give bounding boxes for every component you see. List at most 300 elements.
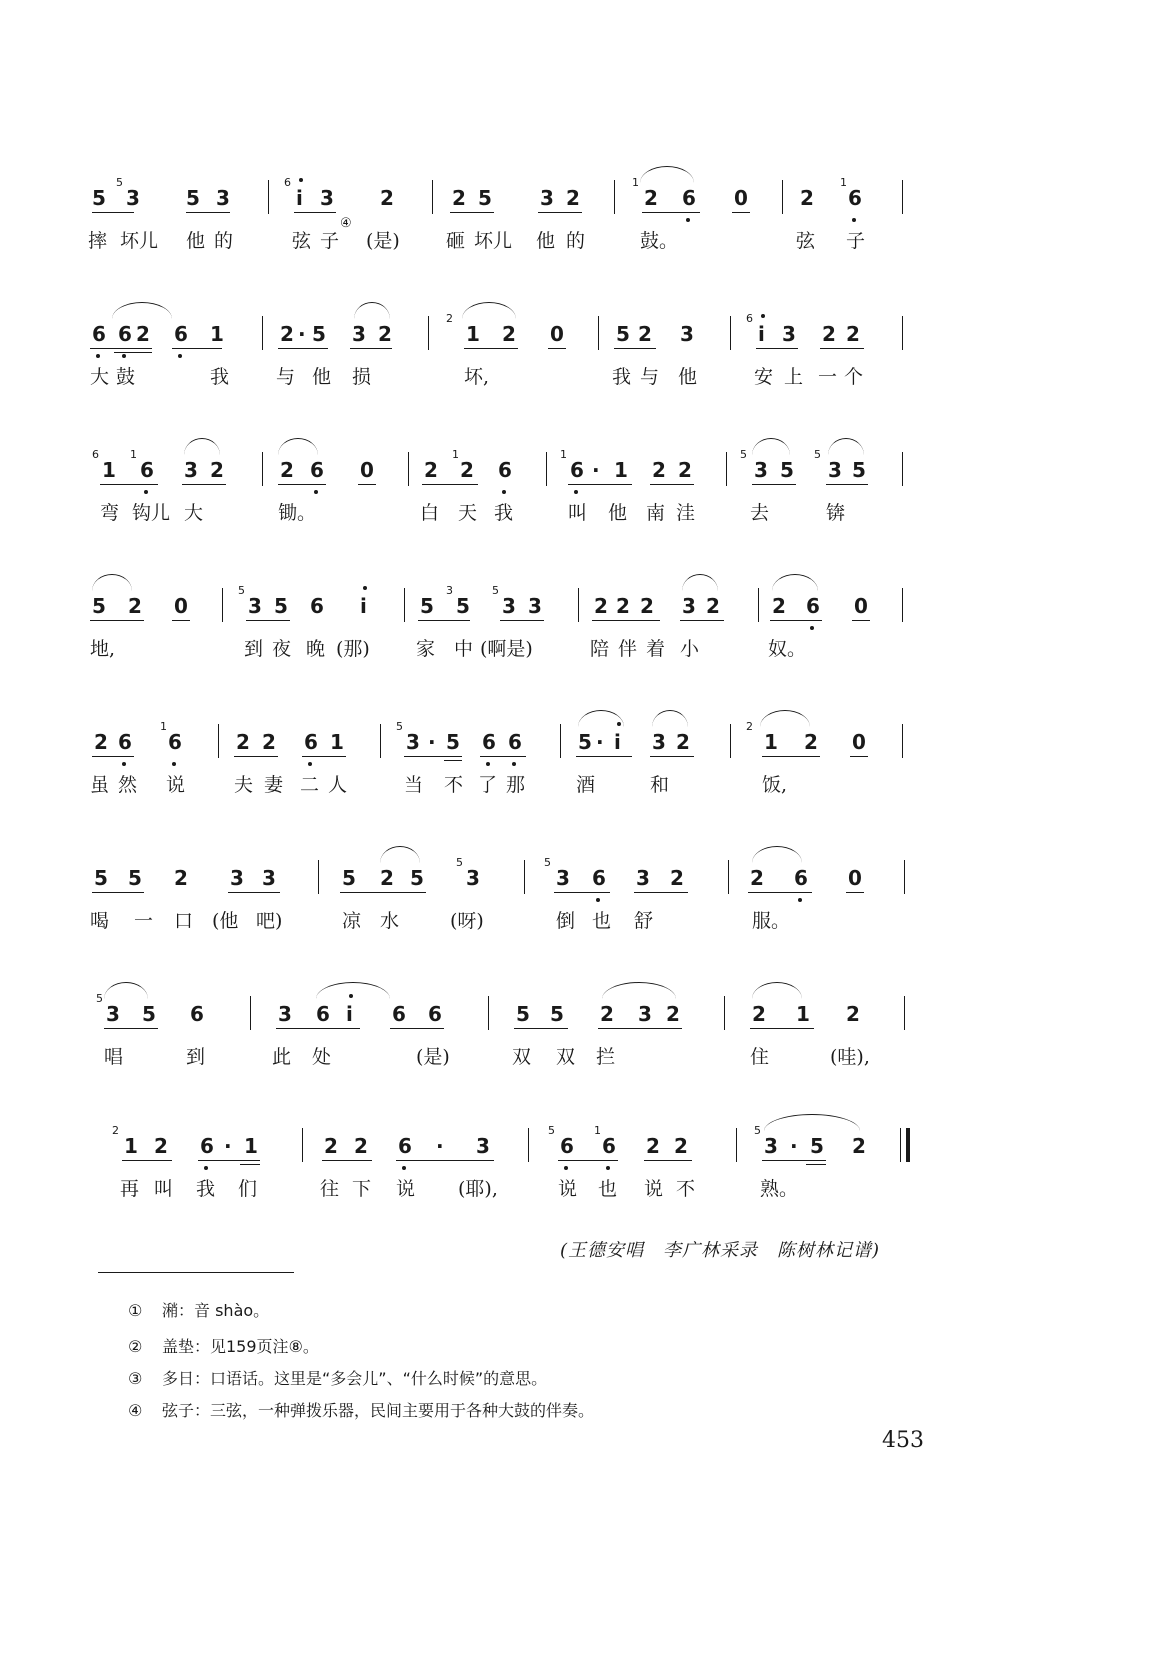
note: 6 [806, 594, 820, 618]
slur [278, 438, 318, 455]
beam-line [592, 620, 660, 621]
octave-dot [574, 490, 578, 494]
beam-line [246, 620, 290, 621]
lyric: 奴。 [768, 638, 807, 660]
lyric: 白 [420, 502, 440, 524]
note: 2 [94, 730, 108, 754]
slur [462, 302, 516, 319]
note: 2 [210, 458, 224, 482]
footnote-text: 盖垫：见159页注⑧。 [162, 1337, 319, 1356]
barline [524, 860, 525, 894]
note: 0 [852, 730, 866, 754]
grace-note: 5 [492, 584, 499, 597]
octave-dot [486, 762, 490, 766]
slur [184, 438, 220, 455]
note: 3 [320, 186, 334, 210]
note: 6 [794, 866, 808, 890]
note: 2 [424, 458, 438, 482]
beam-line [450, 212, 494, 213]
lyric: 锄。 [278, 502, 317, 524]
barline [758, 588, 759, 622]
slur [760, 710, 810, 727]
barline [902, 316, 903, 350]
beam-line [90, 620, 144, 621]
note: 2 [324, 1134, 338, 1158]
beam-line [680, 620, 724, 621]
note: 5 [780, 458, 794, 482]
note: 2 [616, 594, 630, 618]
lyric: 伴 [618, 638, 638, 660]
note: 2 [670, 866, 684, 890]
note: 6 [508, 730, 522, 754]
note: 2 [136, 322, 150, 346]
grace-note: 5 [544, 856, 551, 869]
beam-line [186, 212, 230, 213]
note: 2 [852, 1134, 866, 1158]
octave-dot [299, 178, 303, 182]
beam-line [750, 1028, 814, 1029]
footnote-text: 多日：口语话。这里是“多会儿”、“什么时候”的意思。 [162, 1369, 548, 1388]
beam-line [464, 348, 518, 349]
beam-line [114, 352, 152, 353]
note: i [360, 594, 367, 618]
note: · [592, 458, 600, 482]
note: 3 [352, 322, 366, 346]
note: 3 [502, 594, 516, 618]
note: 5 [94, 866, 108, 890]
lyric: 往 [320, 1178, 340, 1200]
lyric: 坏儿 [474, 230, 513, 252]
barline [268, 180, 269, 214]
lyric: 那 [506, 774, 526, 796]
note: · [298, 322, 306, 346]
beam-line [514, 1028, 568, 1029]
note: 3 [636, 866, 650, 890]
footnote-2 [128, 1334, 319, 1357]
lyric: 家 [416, 638, 436, 660]
note: 5 [516, 1002, 530, 1026]
beam-line [350, 348, 392, 349]
beam-line [642, 212, 700, 213]
note: · [436, 1134, 444, 1158]
note: 6 [92, 322, 106, 346]
lyrics-row [0, 498, 1157, 528]
notes-row [0, 162, 1157, 222]
barline [902, 588, 903, 622]
lyric: 他 [186, 230, 206, 252]
note: 3 [406, 730, 420, 754]
slur [602, 982, 676, 999]
lyric: 服。 [752, 910, 791, 932]
note: · [428, 730, 436, 754]
beam-line [92, 892, 144, 893]
beam-line [806, 1164, 826, 1165]
slur [752, 982, 802, 999]
note: 6 [310, 594, 324, 618]
grace-note: 1 [840, 176, 847, 189]
beam-line [770, 620, 822, 621]
barline [902, 180, 903, 214]
lyric: 凉 [342, 910, 362, 932]
beam-line [276, 1028, 360, 1029]
lyric: 叫 [154, 1178, 174, 1200]
beam-line [234, 756, 278, 757]
note: 3 [466, 866, 480, 890]
lyric: (是) [366, 230, 400, 252]
beam-line [240, 1164, 260, 1165]
octave-dot [204, 1166, 208, 1170]
note: 6 [398, 1134, 412, 1158]
slur [92, 574, 132, 591]
barline [736, 1128, 737, 1162]
octave-dot [144, 490, 148, 494]
lyric: 安 [754, 366, 774, 388]
lyric: 舒 [634, 910, 654, 932]
note: 6 [118, 322, 132, 346]
barline [904, 860, 905, 894]
note: 2 [174, 866, 188, 890]
beam-line [826, 484, 868, 485]
lyric: (啊是) [480, 638, 533, 660]
grace-note: 2 [446, 312, 453, 325]
beam-line [732, 212, 750, 213]
barline [222, 588, 223, 622]
lyric: (耶), [458, 1178, 498, 1200]
barline [408, 452, 409, 486]
lyric: 地, [90, 638, 116, 660]
lyric: 倒 [556, 910, 576, 932]
footnote-1 [128, 1298, 269, 1321]
lyric: (他 [212, 910, 239, 932]
note: 5 [128, 866, 142, 890]
lyric: 双 [556, 1046, 576, 1068]
barline [404, 588, 405, 622]
octave-dot [798, 898, 802, 902]
lyric: 一 [818, 366, 838, 388]
lyric: 着 [646, 638, 666, 660]
note: 2 [752, 1002, 766, 1026]
lyric: 叫 [568, 502, 588, 524]
lyric: 到 [244, 638, 264, 660]
lyric: (呀) [450, 910, 484, 932]
lyric: 他 [536, 230, 556, 252]
grace-note: 5 [740, 448, 747, 461]
slur [682, 574, 718, 591]
note: 5 [616, 322, 630, 346]
grace-note: 6 [92, 448, 99, 461]
barline [724, 996, 725, 1030]
note: 2 [380, 866, 394, 890]
note: 5 [410, 866, 424, 890]
note: i [758, 322, 765, 346]
lyric: 与 [640, 366, 660, 388]
lyric: 说 [396, 1178, 416, 1200]
beam-line [756, 348, 798, 349]
grace-note: 6 [746, 312, 753, 325]
beam-line [644, 1160, 692, 1161]
beam-line [100, 484, 158, 485]
barline [726, 452, 727, 486]
lyric: 我 [196, 1178, 216, 1200]
note: 6 [174, 322, 188, 346]
note: 6 [140, 458, 154, 482]
barline [380, 724, 381, 758]
octave-dot [308, 762, 312, 766]
lyrics-row [0, 362, 1157, 392]
note: 5 [852, 458, 866, 482]
note: 3 [764, 1134, 778, 1158]
lyric: 砸 [446, 230, 466, 252]
note: 3 [278, 1002, 292, 1026]
lyric: 我 [494, 502, 514, 524]
note: 5 [478, 186, 492, 210]
grace-note: 5 [814, 448, 821, 461]
octave-dot [686, 218, 690, 222]
octave-dot [122, 762, 126, 766]
note: 3 [638, 1002, 652, 1026]
lyric: 鼓。 [640, 230, 679, 252]
note: 6 [392, 1002, 406, 1026]
barline [902, 452, 903, 486]
note: 3 [828, 458, 842, 482]
grace-note: 6 [284, 176, 291, 189]
note: 2 [822, 322, 836, 346]
note: i [296, 186, 303, 210]
barline [728, 860, 729, 894]
beam-line [182, 484, 226, 485]
footnote-mark: ④ [128, 1401, 143, 1420]
score-system-4 [0, 570, 1157, 680]
grace-note: 5 [456, 856, 463, 869]
footnote-text: 潲：音 shào。 [162, 1301, 270, 1320]
note: 1 [614, 458, 628, 482]
barline [598, 316, 599, 350]
notes-row [0, 570, 1157, 630]
lyric: 们 [238, 1178, 258, 1200]
slur [652, 710, 688, 727]
slur [752, 846, 802, 863]
note: 2 [750, 866, 764, 890]
note: 0 [550, 322, 564, 346]
score-system-2 [0, 298, 1157, 408]
lyric: 夫 [234, 774, 254, 796]
lyric: 和 [650, 774, 670, 796]
lyric: 熟。 [760, 1178, 799, 1200]
beam-line [340, 892, 426, 893]
note: 6 [592, 866, 606, 890]
note: 1 [210, 322, 224, 346]
barline [730, 724, 731, 758]
grace-note: 1 [130, 448, 137, 461]
beam-line [396, 1160, 494, 1161]
lyric: 虽 [90, 774, 110, 796]
beam-line [172, 348, 222, 349]
note: · [224, 1134, 232, 1158]
octave-dot [314, 490, 318, 494]
beam-line [850, 756, 868, 757]
note: 6 [316, 1002, 330, 1026]
lyrics-row [0, 906, 1157, 936]
lyric: 小 [680, 638, 700, 660]
notes-row [0, 434, 1157, 494]
barline [900, 1128, 901, 1162]
note: 1 [102, 458, 116, 482]
slur [772, 574, 818, 591]
note: 3 [754, 458, 768, 482]
lyric: 晚 [306, 638, 326, 660]
barline [302, 1128, 303, 1162]
note: 2 [640, 594, 654, 618]
grace-note: 5 [96, 992, 103, 1005]
note: 2 [846, 1002, 860, 1026]
lyric: 此 [272, 1046, 292, 1068]
beam-line [278, 484, 326, 485]
note: 1 [330, 730, 344, 754]
note: 2 [804, 730, 818, 754]
lyric: 他 [678, 366, 698, 388]
lyric: 损 [352, 366, 372, 388]
note: 5 [92, 186, 106, 210]
note: 6 [190, 1002, 204, 1026]
grace-note: 5 [238, 584, 245, 597]
lyric: 然 [118, 774, 138, 796]
barline [250, 996, 251, 1030]
note: 5 [274, 594, 288, 618]
beam-line [404, 756, 462, 757]
beam-line [650, 484, 694, 485]
beam-line [390, 1028, 444, 1029]
octave-dot [502, 490, 506, 494]
lyric: 不 [444, 774, 464, 796]
note: 5 [578, 730, 592, 754]
note: 2 [280, 322, 294, 346]
lyric: 摔 [88, 230, 108, 252]
slur [828, 438, 864, 455]
lyric: 弯 [100, 502, 120, 524]
note: 6 [118, 730, 132, 754]
note: 2 [594, 594, 608, 618]
beam-line [104, 1028, 158, 1029]
score-system-7 [0, 978, 1157, 1088]
note: 2 [380, 186, 394, 210]
beam-line [852, 620, 870, 621]
beam-line [122, 1160, 172, 1161]
note: 1 [796, 1002, 810, 1026]
note: 2 [128, 594, 142, 618]
barline [262, 316, 263, 350]
lyric: 的 [214, 230, 234, 252]
note: 6 [200, 1134, 214, 1158]
lyric: 我 [612, 366, 632, 388]
score-system-1 [0, 162, 1157, 272]
note: i [614, 730, 621, 754]
note: 5 [92, 594, 106, 618]
footnote-mark: ① [128, 1301, 143, 1320]
score-system-5 [0, 706, 1157, 816]
lyric: 一 [134, 910, 154, 932]
beam-line [820, 348, 864, 349]
note: 2 [236, 730, 250, 754]
notes-row [0, 978, 1157, 1038]
beam-line [92, 212, 134, 213]
beam-line [172, 620, 190, 621]
lyric: (那) [336, 638, 370, 660]
beam-line [294, 212, 336, 213]
note: 2 [666, 1002, 680, 1026]
barline [614, 180, 615, 214]
beam-line [358, 484, 376, 485]
slur [640, 166, 694, 183]
note: 3 [126, 186, 140, 210]
lyric: 也 [598, 1178, 618, 1200]
octave-dot [178, 354, 182, 358]
slur [354, 302, 390, 319]
lyric: 弦 [796, 230, 816, 252]
beam-line [322, 1160, 372, 1161]
grace-note: 5 [396, 720, 403, 733]
octave-dot [172, 762, 176, 766]
lyric: 鼓 [116, 366, 136, 388]
final-barline [906, 1128, 910, 1162]
beam-line [302, 756, 346, 757]
grace-note: 5 [548, 1124, 555, 1137]
lyric: 大 [184, 502, 204, 524]
beam-line [500, 620, 544, 621]
beam-line [554, 892, 610, 893]
beam-line [762, 756, 820, 757]
slur [764, 1114, 860, 1131]
note: 2 [600, 1002, 614, 1026]
note: 5 [456, 594, 470, 618]
note: 2 [460, 458, 474, 482]
lyric: 他 [608, 502, 628, 524]
note: 3 [476, 1134, 490, 1158]
lyric: 再 [120, 1178, 140, 1200]
barline [488, 996, 489, 1030]
note: 5 [420, 594, 434, 618]
barline [578, 588, 579, 622]
lyric: 他 [312, 366, 332, 388]
beam-line [480, 756, 526, 757]
lyric: 下 [352, 1178, 372, 1200]
lyric: 当 [404, 774, 424, 796]
octave-dot [761, 314, 765, 318]
note: 3 [682, 594, 696, 618]
note: 0 [848, 866, 862, 890]
beam-line [90, 348, 152, 349]
beam-line [198, 1160, 260, 1161]
note: 2 [354, 1134, 368, 1158]
note: 6 [168, 730, 182, 754]
lyrics-row [0, 1042, 1157, 1072]
grace-note: 5 [754, 1124, 761, 1137]
barline [904, 996, 905, 1030]
note: 0 [734, 186, 748, 210]
notes-row [0, 1110, 1157, 1170]
note: 2 [280, 458, 294, 482]
note: 2 [676, 730, 690, 754]
lyric: 南 [646, 502, 666, 524]
barline [730, 316, 731, 350]
lyric: 弦 [292, 230, 312, 252]
grace-note: 2 [112, 1124, 119, 1137]
note: 5 [312, 322, 326, 346]
lyric: (是) [416, 1046, 450, 1068]
score-system-6 [0, 842, 1157, 952]
lyric: 洼 [676, 502, 696, 524]
lyric: 处 [312, 1046, 332, 1068]
footnote-rule [98, 1272, 294, 1273]
